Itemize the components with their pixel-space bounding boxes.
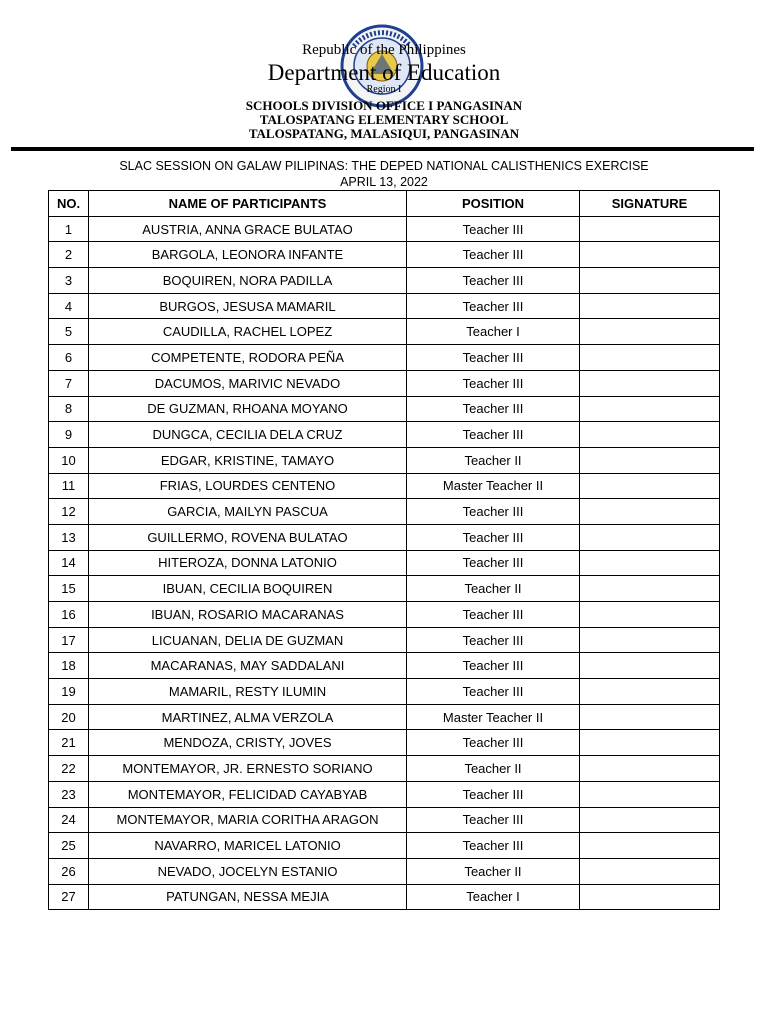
cell-name: COMPETENTE, RODORA PEÑA	[89, 345, 407, 371]
cell-name: DUNGCA, CECILIA DELA CRUZ	[89, 422, 407, 448]
cell-no: 1	[49, 216, 89, 242]
cell-no: 22	[49, 756, 89, 782]
cell-name: IBUAN, CECILIA BOQUIREN	[89, 576, 407, 602]
table-header-row	[49, 191, 720, 217]
cell-position: Teacher III	[407, 345, 580, 371]
cell-no: 25	[49, 833, 89, 859]
cell-name: MARTINEZ, ALMA VERZOLA	[89, 704, 407, 730]
table-row	[49, 524, 720, 550]
department-name: Department of Education	[267, 60, 501, 85]
cell-signature	[580, 807, 720, 833]
cell-position: Teacher III	[407, 807, 580, 833]
table-row	[49, 602, 720, 628]
cell-position: Teacher III	[407, 370, 580, 396]
cell-signature	[580, 422, 720, 448]
cell-signature	[580, 653, 720, 679]
cell-no: 14	[49, 550, 89, 576]
table-row	[49, 319, 720, 345]
cell-position: Teacher III	[407, 216, 580, 242]
cell-no: 4	[49, 293, 89, 319]
cell-name: EDGAR, KRISTINE, TAMAYO	[89, 447, 407, 473]
cell-position: Teacher III	[407, 602, 580, 628]
table-row	[49, 422, 720, 448]
cell-name: IBUAN, ROSARIO MACARANAS	[89, 602, 407, 628]
table-row	[49, 627, 720, 653]
cell-name: DE GUZMAN, RHOANA MOYANO	[89, 396, 407, 422]
table-row	[49, 653, 720, 679]
table-row	[49, 447, 720, 473]
cell-position: Teacher III	[407, 242, 580, 268]
cell-name: FRIAS, LOURDES CENTENO	[89, 473, 407, 499]
cell-position: Master Teacher II	[407, 473, 580, 499]
cell-no: 12	[49, 499, 89, 525]
cell-position: Teacher III	[407, 396, 580, 422]
cell-name: NEVADO, JOCELYN ESTANIO	[89, 858, 407, 884]
table-row	[49, 345, 720, 371]
col-header-no: NO.	[49, 191, 89, 217]
col-header-signature: SIGNATURE	[580, 191, 720, 217]
cell-no: 17	[49, 627, 89, 653]
region-label: Region I	[366, 84, 402, 95]
cell-position: Teacher III	[407, 627, 580, 653]
cell-signature	[580, 473, 720, 499]
cell-signature	[580, 268, 720, 294]
cell-signature	[580, 499, 720, 525]
division-office: SCHOOLS DIVISION OFFICE I PANGASINAN	[245, 98, 523, 113]
cell-no: 3	[49, 268, 89, 294]
cell-signature	[580, 833, 720, 859]
table-row	[49, 858, 720, 884]
cell-name: DACUMOS, MARIVIC NEVADO	[89, 370, 407, 396]
cell-no: 2	[49, 242, 89, 268]
table-row	[49, 807, 720, 833]
cell-position: Teacher III	[407, 833, 580, 859]
cell-position: Teacher III	[407, 730, 580, 756]
cell-name: GARCIA, MAILYN PASCUA	[89, 499, 407, 525]
cell-name: LICUANAN, DELIA DE GUZMAN	[89, 627, 407, 653]
cell-signature	[580, 704, 720, 730]
cell-signature	[580, 345, 720, 371]
cell-position: Teacher III	[407, 550, 580, 576]
header-divider	[11, 147, 754, 151]
cell-no: 19	[49, 679, 89, 705]
cell-signature	[580, 679, 720, 705]
cell-no: 16	[49, 602, 89, 628]
cell-signature	[580, 627, 720, 653]
attendance-table	[48, 190, 720, 910]
col-header-name: NAME OF PARTICIPANTS	[89, 191, 407, 217]
table-row	[49, 884, 720, 910]
cell-name: MAMARIL, RESTY ILUMIN	[89, 679, 407, 705]
cell-position: Teacher III	[407, 679, 580, 705]
cell-position: Teacher III	[407, 653, 580, 679]
cell-name: BOQUIREN, NORA PADILLA	[89, 268, 407, 294]
table-row	[49, 781, 720, 807]
cell-no: 15	[49, 576, 89, 602]
table-row	[49, 216, 720, 242]
cell-name: PATUNGAN, NESSA MEJIA	[89, 884, 407, 910]
cell-name: GUILLERMO, ROVENA BULATAO	[89, 524, 407, 550]
cell-signature	[580, 370, 720, 396]
cell-position: Teacher III	[407, 293, 580, 319]
cell-name: MACARANAS, MAY SADDALANI	[89, 653, 407, 679]
cell-no: 11	[49, 473, 89, 499]
letterhead	[0, 0, 768, 150]
table-row	[49, 370, 720, 396]
cell-signature	[580, 858, 720, 884]
cell-no: 21	[49, 730, 89, 756]
table-row	[49, 550, 720, 576]
cell-signature	[580, 576, 720, 602]
cell-no: 27	[49, 884, 89, 910]
cell-name: MONTEMAYOR, FELICIDAD CAYABYAB	[89, 781, 407, 807]
school-name: TALOSPATANG ELEMENTARY SCHOOL	[259, 112, 509, 127]
cell-no: 18	[49, 653, 89, 679]
cell-position: Teacher I	[407, 319, 580, 345]
table-row	[49, 833, 720, 859]
col-header-position: POSITION	[407, 191, 580, 217]
cell-no: 7	[49, 370, 89, 396]
cell-position: Teacher II	[407, 447, 580, 473]
table-row	[49, 679, 720, 705]
cell-position: Teacher II	[407, 858, 580, 884]
document-date: APRIL 13, 2022	[340, 175, 428, 189]
cell-signature	[580, 242, 720, 268]
cell-name: NAVARRO, MARICEL LATONIO	[89, 833, 407, 859]
cell-name: MONTEMAYOR, JR. ERNESTO SORIANO	[89, 756, 407, 782]
cell-position: Master Teacher II	[407, 704, 580, 730]
cell-signature	[580, 396, 720, 422]
cell-position: Teacher II	[407, 576, 580, 602]
cell-no: 10	[49, 447, 89, 473]
cell-position: Teacher III	[407, 499, 580, 525]
table-row	[49, 396, 720, 422]
cell-signature	[580, 550, 720, 576]
cell-signature	[580, 524, 720, 550]
cell-signature	[580, 293, 720, 319]
cell-position: Teacher III	[407, 422, 580, 448]
cell-signature	[580, 730, 720, 756]
table-row	[49, 756, 720, 782]
cell-name: HITEROZA, DONNA LATONIO	[89, 550, 407, 576]
cell-name: MONTEMAYOR, MARIA CORITHA ARAGON	[89, 807, 407, 833]
table-row	[49, 499, 720, 525]
cell-no: 24	[49, 807, 89, 833]
cell-no: 13	[49, 524, 89, 550]
cell-no: 23	[49, 781, 89, 807]
cell-signature	[580, 447, 720, 473]
cell-name: AUSTRIA, ANNA GRACE BULATAO	[89, 216, 407, 242]
cell-name: CAUDILLA, RACHEL LOPEZ	[89, 319, 407, 345]
cell-position: Teacher III	[407, 781, 580, 807]
cell-no: 6	[49, 345, 89, 371]
cell-no: 8	[49, 396, 89, 422]
cell-name: BARGOLA, LEONORA INFANTE	[89, 242, 407, 268]
table-row	[49, 473, 720, 499]
cell-no: 5	[49, 319, 89, 345]
cell-no: 26	[49, 858, 89, 884]
cell-signature	[580, 756, 720, 782]
cell-signature	[580, 216, 720, 242]
table-row	[49, 704, 720, 730]
cell-no: 20	[49, 704, 89, 730]
table-body	[49, 216, 720, 910]
republic-line: Republic of the Philippines	[302, 42, 466, 58]
document-title: SLAC SESSION ON GALAW PILIPINAS: THE DEPED NATIONAL CALISTHENICS EXERCISE	[119, 159, 649, 173]
table-row	[49, 242, 720, 268]
cell-position: Teacher II	[407, 756, 580, 782]
table-row	[49, 576, 720, 602]
cell-signature	[580, 884, 720, 910]
cell-name: BURGOS, JESUSA MAMARIL	[89, 293, 407, 319]
cell-signature	[580, 602, 720, 628]
school-address: TALOSPATANG, MALASIQUI, PANGASINAN	[248, 126, 520, 141]
cell-signature	[580, 319, 720, 345]
cell-position: Teacher III	[407, 524, 580, 550]
cell-no: 9	[49, 422, 89, 448]
cell-position: Teacher III	[407, 268, 580, 294]
cell-position: Teacher I	[407, 884, 580, 910]
table-row	[49, 293, 720, 319]
table-row	[49, 268, 720, 294]
table-row	[49, 730, 720, 756]
cell-signature	[580, 781, 720, 807]
cell-name: MENDOZA, CRISTY, JOVES	[89, 730, 407, 756]
